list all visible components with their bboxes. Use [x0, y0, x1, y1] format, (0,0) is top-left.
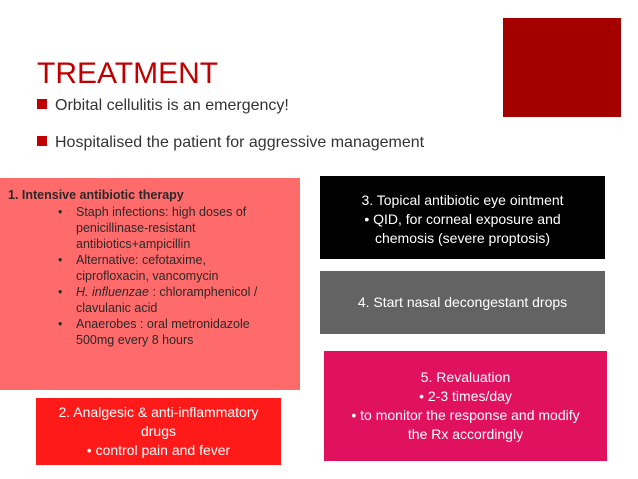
organism-name: H. influenzae [76, 285, 149, 299]
square-bullet-icon [37, 136, 47, 146]
analgesic-box [36, 398, 281, 465]
box-line: 4. Start nasal decongestant drops [357, 294, 568, 310]
list-item-line: Anaerobes : oral metronidazole [76, 317, 250, 331]
list-item-line: 500mg every 8 hours [76, 333, 194, 347]
list-item [8, 204, 294, 252]
box-line: 5. Revaluation [420, 369, 511, 385]
list-item [8, 252, 294, 284]
list-item-line: clavulanic acid [76, 301, 158, 315]
box-line: the Rx accordingly [407, 426, 524, 442]
list-item-line: antibiotics+ampicillin [76, 237, 191, 251]
bullet-emergency [37, 96, 289, 116]
box-line: drugs [140, 423, 177, 439]
corner-accent-block [503, 18, 621, 117]
bullet-dot: • [58, 317, 63, 331]
square-bullet-icon [37, 99, 47, 109]
list-item-line: penicillinase-resistant [76, 221, 196, 235]
revaluation-box [324, 351, 607, 461]
list-item [8, 284, 294, 316]
list-item-line: Staph infections: high doses of [76, 205, 247, 219]
list-item-line: ciprofloxacin, vancomycin [76, 269, 219, 283]
list-item [8, 316, 294, 348]
bullet-dot: • [58, 205, 63, 219]
box-line: 3. Topical antibiotic eye ointment [361, 192, 564, 208]
box-line: chemosis (severe proptosis) [374, 230, 551, 246]
box-line: • control pain and fever [86, 442, 231, 458]
slide-title: TREATMENT [37, 57, 219, 90]
topical-ointment-box [320, 176, 605, 259]
antibiotic-therapy-box [0, 178, 300, 390]
bullet-hospitalise [37, 133, 424, 153]
bullet-dot: • [58, 253, 63, 267]
list-item-line [76, 284, 294, 300]
antibiotic-list [8, 204, 294, 348]
antibiotic-heading: 1. Intensive antibiotic therapy [8, 188, 184, 202]
box-line: • 2-3 times/day [419, 388, 512, 404]
box-line: • QID, for corneal exposure and [364, 211, 561, 227]
box-line: • to monitor the response and modify [351, 407, 580, 423]
bullet-text: Orbital cellulitis is an emergency! [55, 97, 289, 114]
bullet-text: Hospitalised the patient for aggressive management [55, 134, 425, 151]
list-item-line: Alternative: cefotaxime, [76, 253, 206, 267]
nasal-decongestant-box [320, 271, 605, 334]
box-line: 2. Analgesic & anti-inflammatory [58, 404, 259, 420]
list-item-text: : chloramphenicol / [148, 285, 258, 299]
bullet-dot: • [58, 285, 63, 299]
